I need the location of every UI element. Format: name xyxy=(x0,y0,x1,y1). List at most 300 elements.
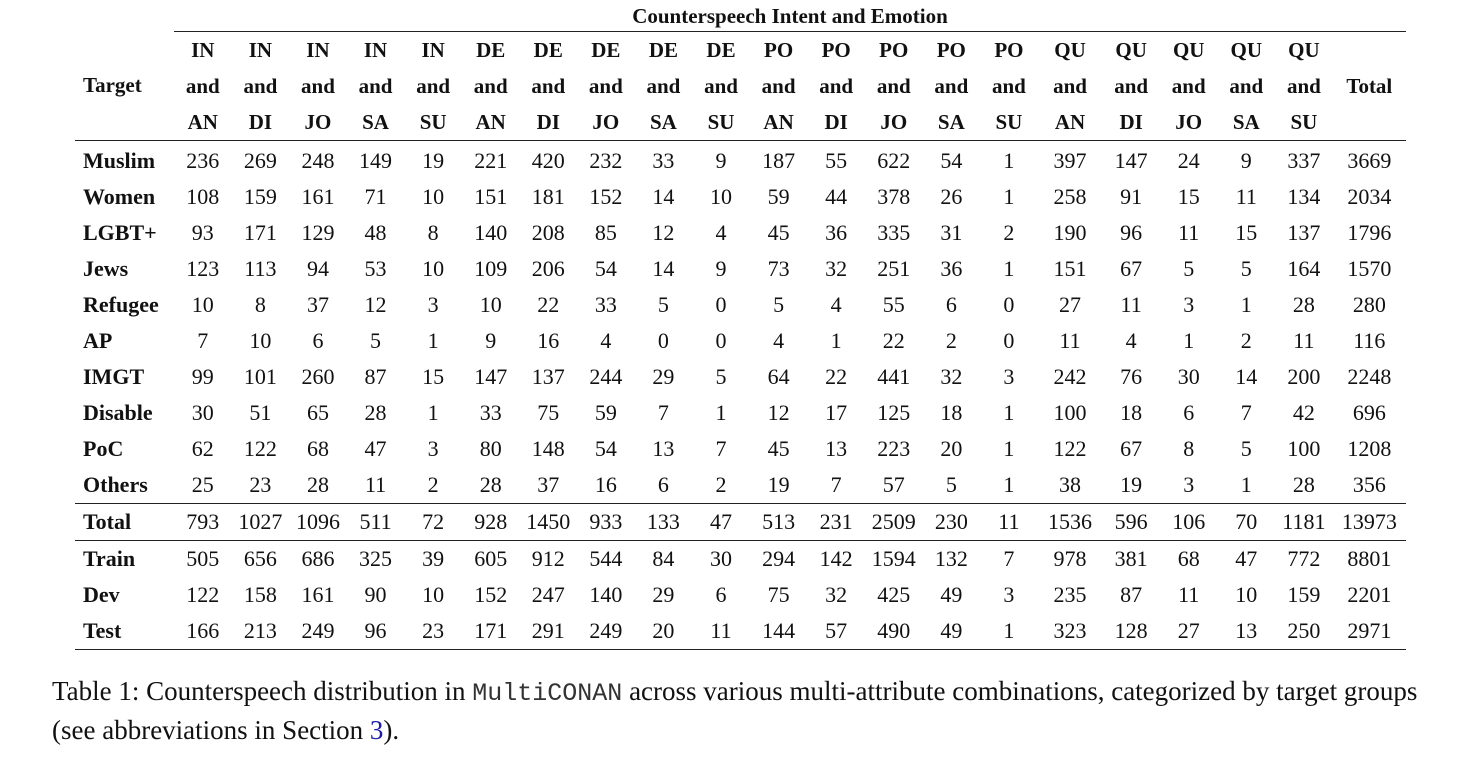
table-cell: 147 xyxy=(1114,148,1148,173)
table-cell: 9 xyxy=(1240,148,1252,173)
table-cell: 18 xyxy=(1120,400,1143,425)
table-cell: 5 xyxy=(657,292,669,317)
table-cell: 208 xyxy=(531,220,565,245)
table-cell: 47 xyxy=(1235,546,1258,571)
column-header-part: DI xyxy=(1119,110,1143,134)
table-cell: 11 xyxy=(1120,292,1142,317)
column-header-part: JO xyxy=(304,110,332,134)
column-header-part: PO xyxy=(936,38,966,62)
column-header xyxy=(232,32,290,141)
column-header-part: QU xyxy=(1115,38,1147,62)
table-cell: 397 xyxy=(1053,148,1087,173)
table-cell: 4 xyxy=(773,328,785,353)
column-header-part: DE xyxy=(706,38,736,62)
table-cell: 244 xyxy=(589,364,623,389)
column-header xyxy=(980,32,1038,141)
column-header xyxy=(174,32,232,141)
column-header-part: DE xyxy=(476,38,506,62)
column-header-part: IN xyxy=(248,38,273,62)
table-cell: 335 xyxy=(877,220,911,245)
table-cell: 6 xyxy=(715,582,727,607)
table-cell: 1 xyxy=(1003,472,1015,497)
table-cell: 793 xyxy=(174,504,232,541)
table-cell: 190 xyxy=(1053,220,1087,245)
table-cell: 1096 xyxy=(289,504,347,541)
column-header-stack xyxy=(347,32,405,140)
column-header-part: and xyxy=(1171,74,1206,98)
table-cell: 978 xyxy=(1053,546,1087,571)
column-header-part: JO xyxy=(592,110,620,134)
table-row xyxy=(75,141,1406,180)
table-cell: 656 xyxy=(243,546,277,571)
column-header-part: and xyxy=(1229,74,1264,98)
caption-section-link[interactable]: 3 xyxy=(369,715,384,745)
table-cell: 17 xyxy=(825,400,848,425)
table-cell: 64 xyxy=(767,364,790,389)
table-cell: 39 xyxy=(422,546,445,571)
table-cell: 33 xyxy=(479,400,502,425)
table-cell: 247 xyxy=(531,582,565,607)
table-cell: 28 xyxy=(364,400,387,425)
column-header xyxy=(1038,32,1103,141)
table-cell: 80 xyxy=(479,436,502,461)
column-header-part: SA xyxy=(937,110,965,134)
row-label: Disable xyxy=(83,400,153,425)
column-header-stack xyxy=(519,32,577,140)
row-total-cell: 2248 xyxy=(1347,364,1392,389)
column-header-stack xyxy=(289,32,347,140)
table-cell: 181 xyxy=(531,184,565,209)
table-cell: 928 xyxy=(462,504,520,541)
table-cell: 8 xyxy=(427,220,439,245)
table-cell: 166 xyxy=(174,613,232,650)
table-cell: 37 xyxy=(306,292,329,317)
table-cell: 48 xyxy=(364,220,387,245)
table-cell: 67 xyxy=(1120,436,1143,461)
table-cell: 32 xyxy=(825,256,848,281)
table-cell: 100 xyxy=(1287,436,1321,461)
column-header xyxy=(865,32,923,141)
table-cell: 91 xyxy=(1120,184,1143,209)
table-cell: 23 xyxy=(249,472,272,497)
column-header-part: and xyxy=(761,74,796,98)
column-header-part: DI xyxy=(536,110,560,134)
table-cell: 113 xyxy=(244,256,277,281)
table-cell: 140 xyxy=(589,582,623,607)
table-cell: 101 xyxy=(243,364,277,389)
table-cell: 49 xyxy=(923,613,981,650)
table-cell: 30 xyxy=(191,400,214,425)
table-cell: 2509 xyxy=(865,504,923,541)
table-cell: 51 xyxy=(249,400,272,425)
table-cell: 294 xyxy=(762,546,796,571)
table-row xyxy=(75,179,1406,215)
table-cell: 38 xyxy=(1059,472,1082,497)
table-cell: 151 xyxy=(474,184,508,209)
column-header xyxy=(1160,32,1218,141)
table-cell: 108 xyxy=(186,184,220,209)
row-total-cell: 356 xyxy=(1352,472,1386,497)
table-cell: 36 xyxy=(825,220,848,245)
table-cell: 28 xyxy=(306,472,329,497)
row-total-cell: 1570 xyxy=(1347,256,1392,281)
table-cell: 505 xyxy=(186,546,220,571)
column-header-stack xyxy=(807,32,865,140)
column-header-part: PO xyxy=(764,38,794,62)
row-label: Muslim xyxy=(83,148,156,173)
column-header xyxy=(1275,32,1333,141)
row-label: Refugee xyxy=(83,292,159,317)
table-cell: 11 xyxy=(1178,220,1200,245)
table-cell: 54 xyxy=(940,148,963,173)
column-header-stack xyxy=(692,32,750,140)
table-cell: 4 xyxy=(1125,328,1137,353)
table-cell: 144 xyxy=(750,613,808,650)
table-cell: 425 xyxy=(877,582,911,607)
table-cell: 54 xyxy=(594,256,617,281)
table-cell: 490 xyxy=(865,613,923,650)
row-label: PoC xyxy=(83,436,124,461)
row-total-cell: 2971 xyxy=(1333,613,1406,650)
table-cell: 8 xyxy=(1183,436,1195,461)
table-cell: 11 xyxy=(364,472,387,497)
table-cell: 55 xyxy=(882,292,905,317)
table-cell: 1594 xyxy=(871,546,916,571)
table-supertitle: Counterspeech Intent and Emotion xyxy=(174,0,1406,32)
column-header-stack xyxy=(865,32,923,140)
table-cell: 5 xyxy=(1183,256,1195,281)
column-header xyxy=(807,32,865,141)
table-cell: 137 xyxy=(531,364,565,389)
column-header-part: SA xyxy=(1232,110,1260,134)
table-cell: 6 xyxy=(657,472,669,497)
table-cell: 10 xyxy=(710,184,732,209)
table-cell: 0 xyxy=(715,328,727,353)
column-header-part: JO xyxy=(880,110,908,134)
table-cell: 3 xyxy=(427,292,439,317)
column-header-part: PO xyxy=(994,38,1024,62)
column-header xyxy=(462,32,520,141)
row-label: Jews xyxy=(83,256,129,281)
table-cell: 11 xyxy=(1235,184,1257,209)
caption-dataset-name: MultiCONAN xyxy=(472,679,623,708)
column-header-part: AN xyxy=(1054,110,1086,134)
table-row xyxy=(75,541,1406,578)
column-header-part: and xyxy=(991,74,1026,98)
table-cell: 772 xyxy=(1287,546,1321,571)
table-cell: 42 xyxy=(1292,400,1315,425)
table-cell: 7 xyxy=(657,400,669,425)
column-header-part: and xyxy=(358,74,393,98)
table-cell: 4 xyxy=(715,220,727,245)
table-cell: 2 xyxy=(427,472,439,497)
table-cell: 441 xyxy=(877,364,911,389)
table-cell: 14 xyxy=(1235,364,1258,389)
table-cell: 1 xyxy=(427,400,439,425)
table-cell: 24 xyxy=(1177,148,1200,173)
table-row xyxy=(75,613,1406,650)
row-total-cell: 116 xyxy=(1353,328,1386,353)
table-cell: 142 xyxy=(819,546,853,571)
column-header-stack xyxy=(404,32,462,140)
row-label: Train xyxy=(83,546,136,571)
table-cell: 0 xyxy=(1003,328,1015,353)
table-cell: 3 xyxy=(1003,582,1015,607)
column-header-part: and xyxy=(646,74,681,98)
table-row xyxy=(75,467,1406,504)
table-cell: 12 xyxy=(767,400,790,425)
table-cell: 159 xyxy=(243,184,277,209)
table-cell: 22 xyxy=(537,292,560,317)
table-cell: 12 xyxy=(364,292,387,317)
table-cell: 6 xyxy=(945,292,957,317)
column-header-part: JO xyxy=(1175,110,1203,134)
table-cell: 96 xyxy=(1120,220,1143,245)
column-header-part: SU xyxy=(419,110,447,134)
table-row xyxy=(75,577,1406,613)
table-cell: 1450 xyxy=(519,504,577,541)
table-cell: 291 xyxy=(519,613,577,650)
table-cell: 67 xyxy=(1120,256,1143,281)
table-row xyxy=(75,251,1406,287)
row-label: Women xyxy=(83,184,156,209)
table-cell: 45 xyxy=(767,220,790,245)
table-cell: 54 xyxy=(594,436,617,461)
table-cell: 7 xyxy=(197,328,209,353)
table-cell: 10 xyxy=(422,256,445,281)
table-cell: 159 xyxy=(1287,582,1321,607)
table-cell: 30 xyxy=(710,546,732,571)
table-caption xyxy=(52,673,1432,748)
table-cell: 9 xyxy=(485,328,497,353)
column-header-part: IN xyxy=(191,38,215,62)
table-cell: 221 xyxy=(474,148,508,173)
table-cell: 1 xyxy=(830,328,842,353)
table-cell: 94 xyxy=(306,256,329,281)
table-cell: 251 xyxy=(877,256,911,281)
table-cell: 420 xyxy=(531,148,565,173)
table-row xyxy=(75,215,1406,251)
column-header-stack xyxy=(1160,32,1218,140)
table-cell: 249 xyxy=(577,613,635,650)
table-cell: 62 xyxy=(191,436,214,461)
table-cell: 260 xyxy=(301,364,335,389)
table-cell: 128 xyxy=(1102,613,1160,650)
table-cell: 10 xyxy=(249,328,272,353)
table-cell: 511 xyxy=(347,504,405,541)
table-cell: 28 xyxy=(1292,472,1315,497)
table-cell: 22 xyxy=(825,364,848,389)
table-cell: 1 xyxy=(1183,328,1195,353)
table-cell: 57 xyxy=(807,613,865,650)
caption-middle: across various multi-attribute combinations, categorized by target groups (see abbreviations in Section xyxy=(52,676,1418,745)
table-cell: 45 xyxy=(767,436,790,461)
column-header-total: Total xyxy=(1333,32,1406,141)
table-cell: 7 xyxy=(1003,546,1015,571)
column-header-part: DI xyxy=(248,110,273,134)
counterspeech-distribution-table xyxy=(75,0,1406,650)
table-cell: 9 xyxy=(715,148,727,173)
table-cell: 123 xyxy=(186,256,220,281)
table-cell: 171 xyxy=(462,613,520,650)
table-row xyxy=(75,431,1406,467)
table-cell: 1 xyxy=(1003,400,1015,425)
column-header-part: and xyxy=(819,74,854,98)
table-cell: 5 xyxy=(1240,256,1252,281)
row-label: LGBT+ xyxy=(83,220,157,245)
supertitle-spacer-left xyxy=(75,0,174,32)
table-cell: 36 xyxy=(940,256,963,281)
table-cell: 152 xyxy=(589,184,623,209)
table-cell: 5 xyxy=(945,472,957,497)
row-total-cell: 1208 xyxy=(1347,436,1392,461)
table-cell: 3 xyxy=(1183,292,1195,317)
table-cell: 1181 xyxy=(1275,504,1333,541)
table-cell: 1 xyxy=(1240,472,1252,497)
table-cell: 140 xyxy=(474,220,508,245)
table-cell: 75 xyxy=(767,582,790,607)
table-cell: 230 xyxy=(923,504,981,541)
column-header-part: and xyxy=(416,74,451,98)
table-cell: 7 xyxy=(830,472,842,497)
table-cell: 1 xyxy=(1003,256,1015,281)
table-cell: 161 xyxy=(301,582,335,607)
table-cell: 258 xyxy=(1053,184,1087,209)
column-header-part: QU xyxy=(1288,38,1320,62)
table-cell: 5 xyxy=(773,292,785,317)
table-row xyxy=(75,287,1406,323)
table-cell: 33 xyxy=(594,292,617,317)
table-cell: 249 xyxy=(289,613,347,650)
table-cell: 3 xyxy=(1183,472,1195,497)
column-header-part: and xyxy=(934,74,969,98)
table-cell: 231 xyxy=(807,504,865,541)
column-header xyxy=(635,32,693,141)
column-header-stack xyxy=(232,32,290,140)
table-cell: 15 xyxy=(422,364,445,389)
table-cell: 337 xyxy=(1287,148,1321,173)
column-header-stack xyxy=(462,32,520,140)
table-cell: 6 xyxy=(312,328,324,353)
row-label: Others xyxy=(83,472,148,497)
column-header-stack xyxy=(923,32,981,140)
table-cell: 122 xyxy=(1053,436,1087,461)
table-cell: 100 xyxy=(1053,400,1087,425)
table-cell: 1 xyxy=(1240,292,1252,317)
table-cell: 65 xyxy=(306,400,329,425)
table-cell: 122 xyxy=(186,582,220,607)
table-cell: 158 xyxy=(243,582,277,607)
table-cell: 513 xyxy=(750,504,808,541)
column-header xyxy=(404,32,462,141)
table-cell: 232 xyxy=(589,148,623,173)
table-cell: 29 xyxy=(652,364,675,389)
table-cell: 325 xyxy=(359,546,393,571)
column-header-part: PO xyxy=(821,38,851,62)
column-header-stack xyxy=(635,32,693,140)
column-header-stack xyxy=(1102,32,1160,140)
table-cell: 15 xyxy=(1235,220,1258,245)
table-cell: 53 xyxy=(364,256,387,281)
table-cell: 8 xyxy=(254,292,266,317)
table-cell: 1 xyxy=(980,613,1038,650)
table-cell: 76 xyxy=(1120,364,1143,389)
table-cell: 0 xyxy=(1003,292,1015,317)
table-cell: 14 xyxy=(652,256,675,281)
table-cell: 7 xyxy=(1240,400,1252,425)
table-cell: 44 xyxy=(825,184,848,209)
column-header xyxy=(692,32,750,141)
table-cell: 912 xyxy=(531,546,565,571)
table-cell: 4 xyxy=(600,328,612,353)
column-header-part: IN xyxy=(363,38,388,62)
table-cell: 2 xyxy=(945,328,957,353)
column-header-part: and xyxy=(1286,74,1321,98)
table-cell: 1 xyxy=(1003,184,1015,209)
table-cell: 1 xyxy=(427,328,439,353)
column-header-part: SA xyxy=(650,110,677,134)
column-header-part: SU xyxy=(995,110,1023,134)
caption-prefix: Table 1: Counterspeech distribution in xyxy=(52,676,473,706)
table-cell: 137 xyxy=(1287,220,1321,245)
table-cell: 19 xyxy=(1120,472,1143,497)
row-total-cell: 8801 xyxy=(1347,546,1392,571)
table-cell: 85 xyxy=(594,220,617,245)
column-header xyxy=(519,32,577,141)
column-header-part: SU xyxy=(707,110,735,134)
table-cell: 37 xyxy=(537,472,560,497)
column-header-part: DE xyxy=(648,38,679,62)
table-cell: 93 xyxy=(191,220,214,245)
table-cell: 5 xyxy=(715,364,727,389)
table-cell: 10 xyxy=(191,292,214,317)
row-total-cell: 2034 xyxy=(1347,184,1392,209)
column-header xyxy=(347,32,405,141)
table-cell: 152 xyxy=(474,582,508,607)
table-cell: 106 xyxy=(1160,504,1218,541)
table-cell: 87 xyxy=(364,364,387,389)
column-header-stack xyxy=(577,32,635,140)
table-cell: 10 xyxy=(422,582,445,607)
row-label: Total xyxy=(75,504,174,541)
table-cell: 71 xyxy=(364,184,387,209)
column-header-stack xyxy=(1275,32,1333,140)
table-cell: 171 xyxy=(243,220,277,245)
column-header-stack xyxy=(1218,32,1276,140)
column-header-part: and xyxy=(473,74,508,98)
table-cell: 206 xyxy=(531,256,565,281)
row-total-cell: 696 xyxy=(1352,400,1386,425)
column-header xyxy=(923,32,981,141)
table-cell: 3 xyxy=(427,436,439,461)
column-header-stack xyxy=(750,32,808,140)
column-header-stack xyxy=(174,32,232,140)
table-cell: 13 xyxy=(652,436,675,461)
row-total-cell: 13973 xyxy=(1333,504,1406,541)
table-cell: 4 xyxy=(830,292,842,317)
table-cell: 2 xyxy=(715,472,727,497)
column-header-part: and xyxy=(704,74,738,98)
table-cell: 10 xyxy=(422,184,445,209)
table-cell: 28 xyxy=(1292,292,1315,317)
table-cell: 164 xyxy=(1287,256,1321,281)
data-table-container xyxy=(75,0,1406,650)
table-cell: 2 xyxy=(1240,328,1252,353)
table-cell: 32 xyxy=(825,582,848,607)
column-header-stack xyxy=(1038,32,1103,140)
table-cell: 90 xyxy=(364,582,387,607)
table-cell: 134 xyxy=(1287,184,1321,209)
